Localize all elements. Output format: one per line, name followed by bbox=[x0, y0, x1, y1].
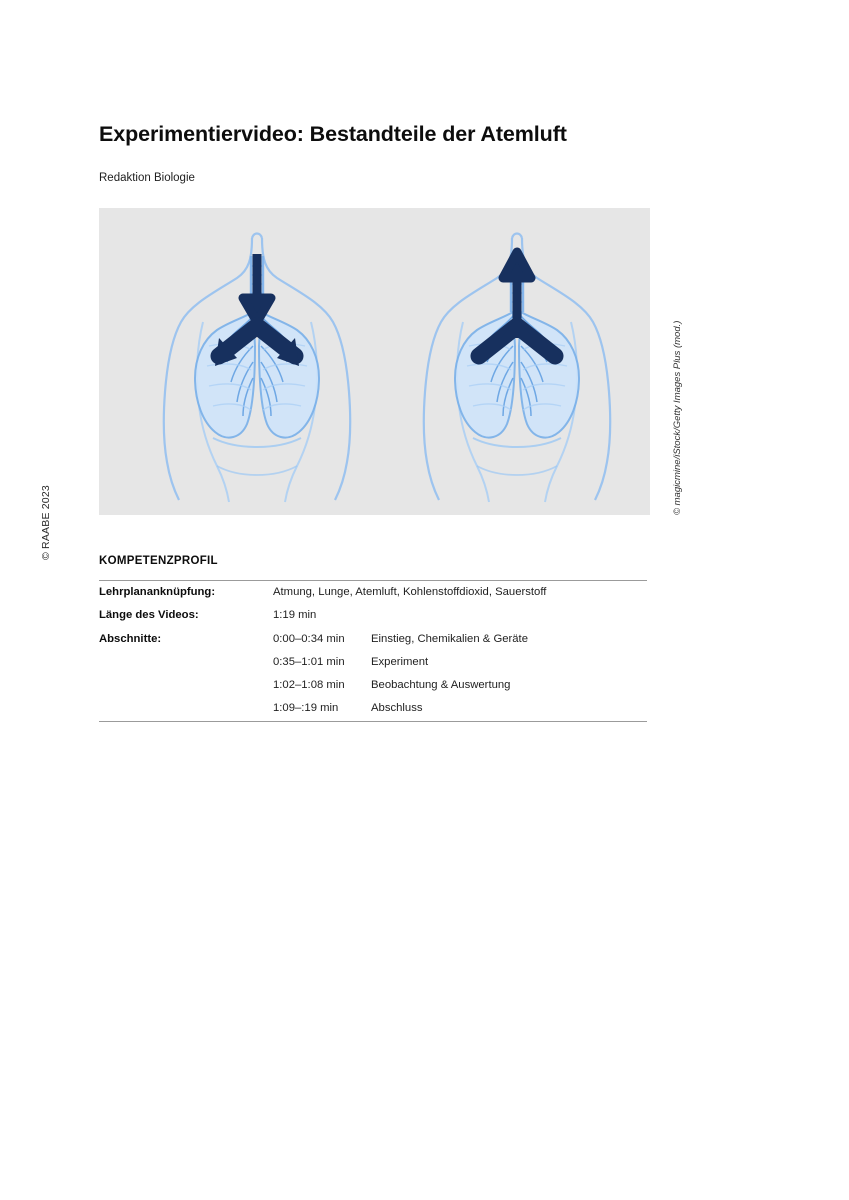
row-timecode: 1:02–1:08 min bbox=[273, 679, 345, 691]
row-label: Länge des Videos: bbox=[99, 609, 199, 622]
row-timecode: 0:35–1:01 min bbox=[273, 655, 345, 668]
row-timecode: 0:00–0:34 min bbox=[273, 632, 345, 645]
figure-credit: © magicmine/iStock/Getty Images Plus (mod.) bbox=[672, 320, 683, 515]
row-description: Einstieg, Chemikalien & Geräte bbox=[371, 632, 528, 645]
row-description: Beobachtung & Auswertung bbox=[371, 679, 511, 691]
torso-lungs-breathing-illustration bbox=[99, 208, 650, 515]
panel-inhalation bbox=[164, 234, 351, 503]
figure-image-panel bbox=[99, 208, 650, 515]
competence-profile-heading: KOMPETENZPROFIL bbox=[99, 555, 218, 567]
table-row bbox=[99, 628, 647, 651]
table-row bbox=[99, 674, 647, 697]
table-row bbox=[99, 651, 647, 674]
row-label: Lehrplananknüpfung: bbox=[99, 581, 273, 605]
row-label bbox=[99, 674, 273, 697]
competence-profile-table bbox=[99, 580, 647, 722]
table-row bbox=[99, 604, 647, 627]
left-margin-copyright: © RAABE 2023 bbox=[40, 485, 52, 560]
page-title: Experimentiervideo: Bestandteile der Atemluft bbox=[99, 122, 567, 146]
row-timecode: 1:09–:19 min bbox=[273, 697, 371, 721]
table-row bbox=[99, 697, 647, 721]
row-label bbox=[99, 697, 273, 721]
panel-exhalation bbox=[424, 234, 611, 503]
row-value: Atmung, Lunge, Atemluft, Kohlenstoffdioxid, Sauerstoff bbox=[273, 581, 647, 605]
table-row bbox=[99, 581, 647, 605]
row-label: Abschnitte: bbox=[99, 632, 162, 645]
page-subtitle: Redaktion Biologie bbox=[99, 172, 195, 184]
row-value: 1:19 min bbox=[273, 609, 317, 622]
row-label bbox=[99, 651, 273, 674]
row-description: Abschluss bbox=[371, 697, 647, 721]
row-description: Experiment bbox=[371, 655, 429, 668]
